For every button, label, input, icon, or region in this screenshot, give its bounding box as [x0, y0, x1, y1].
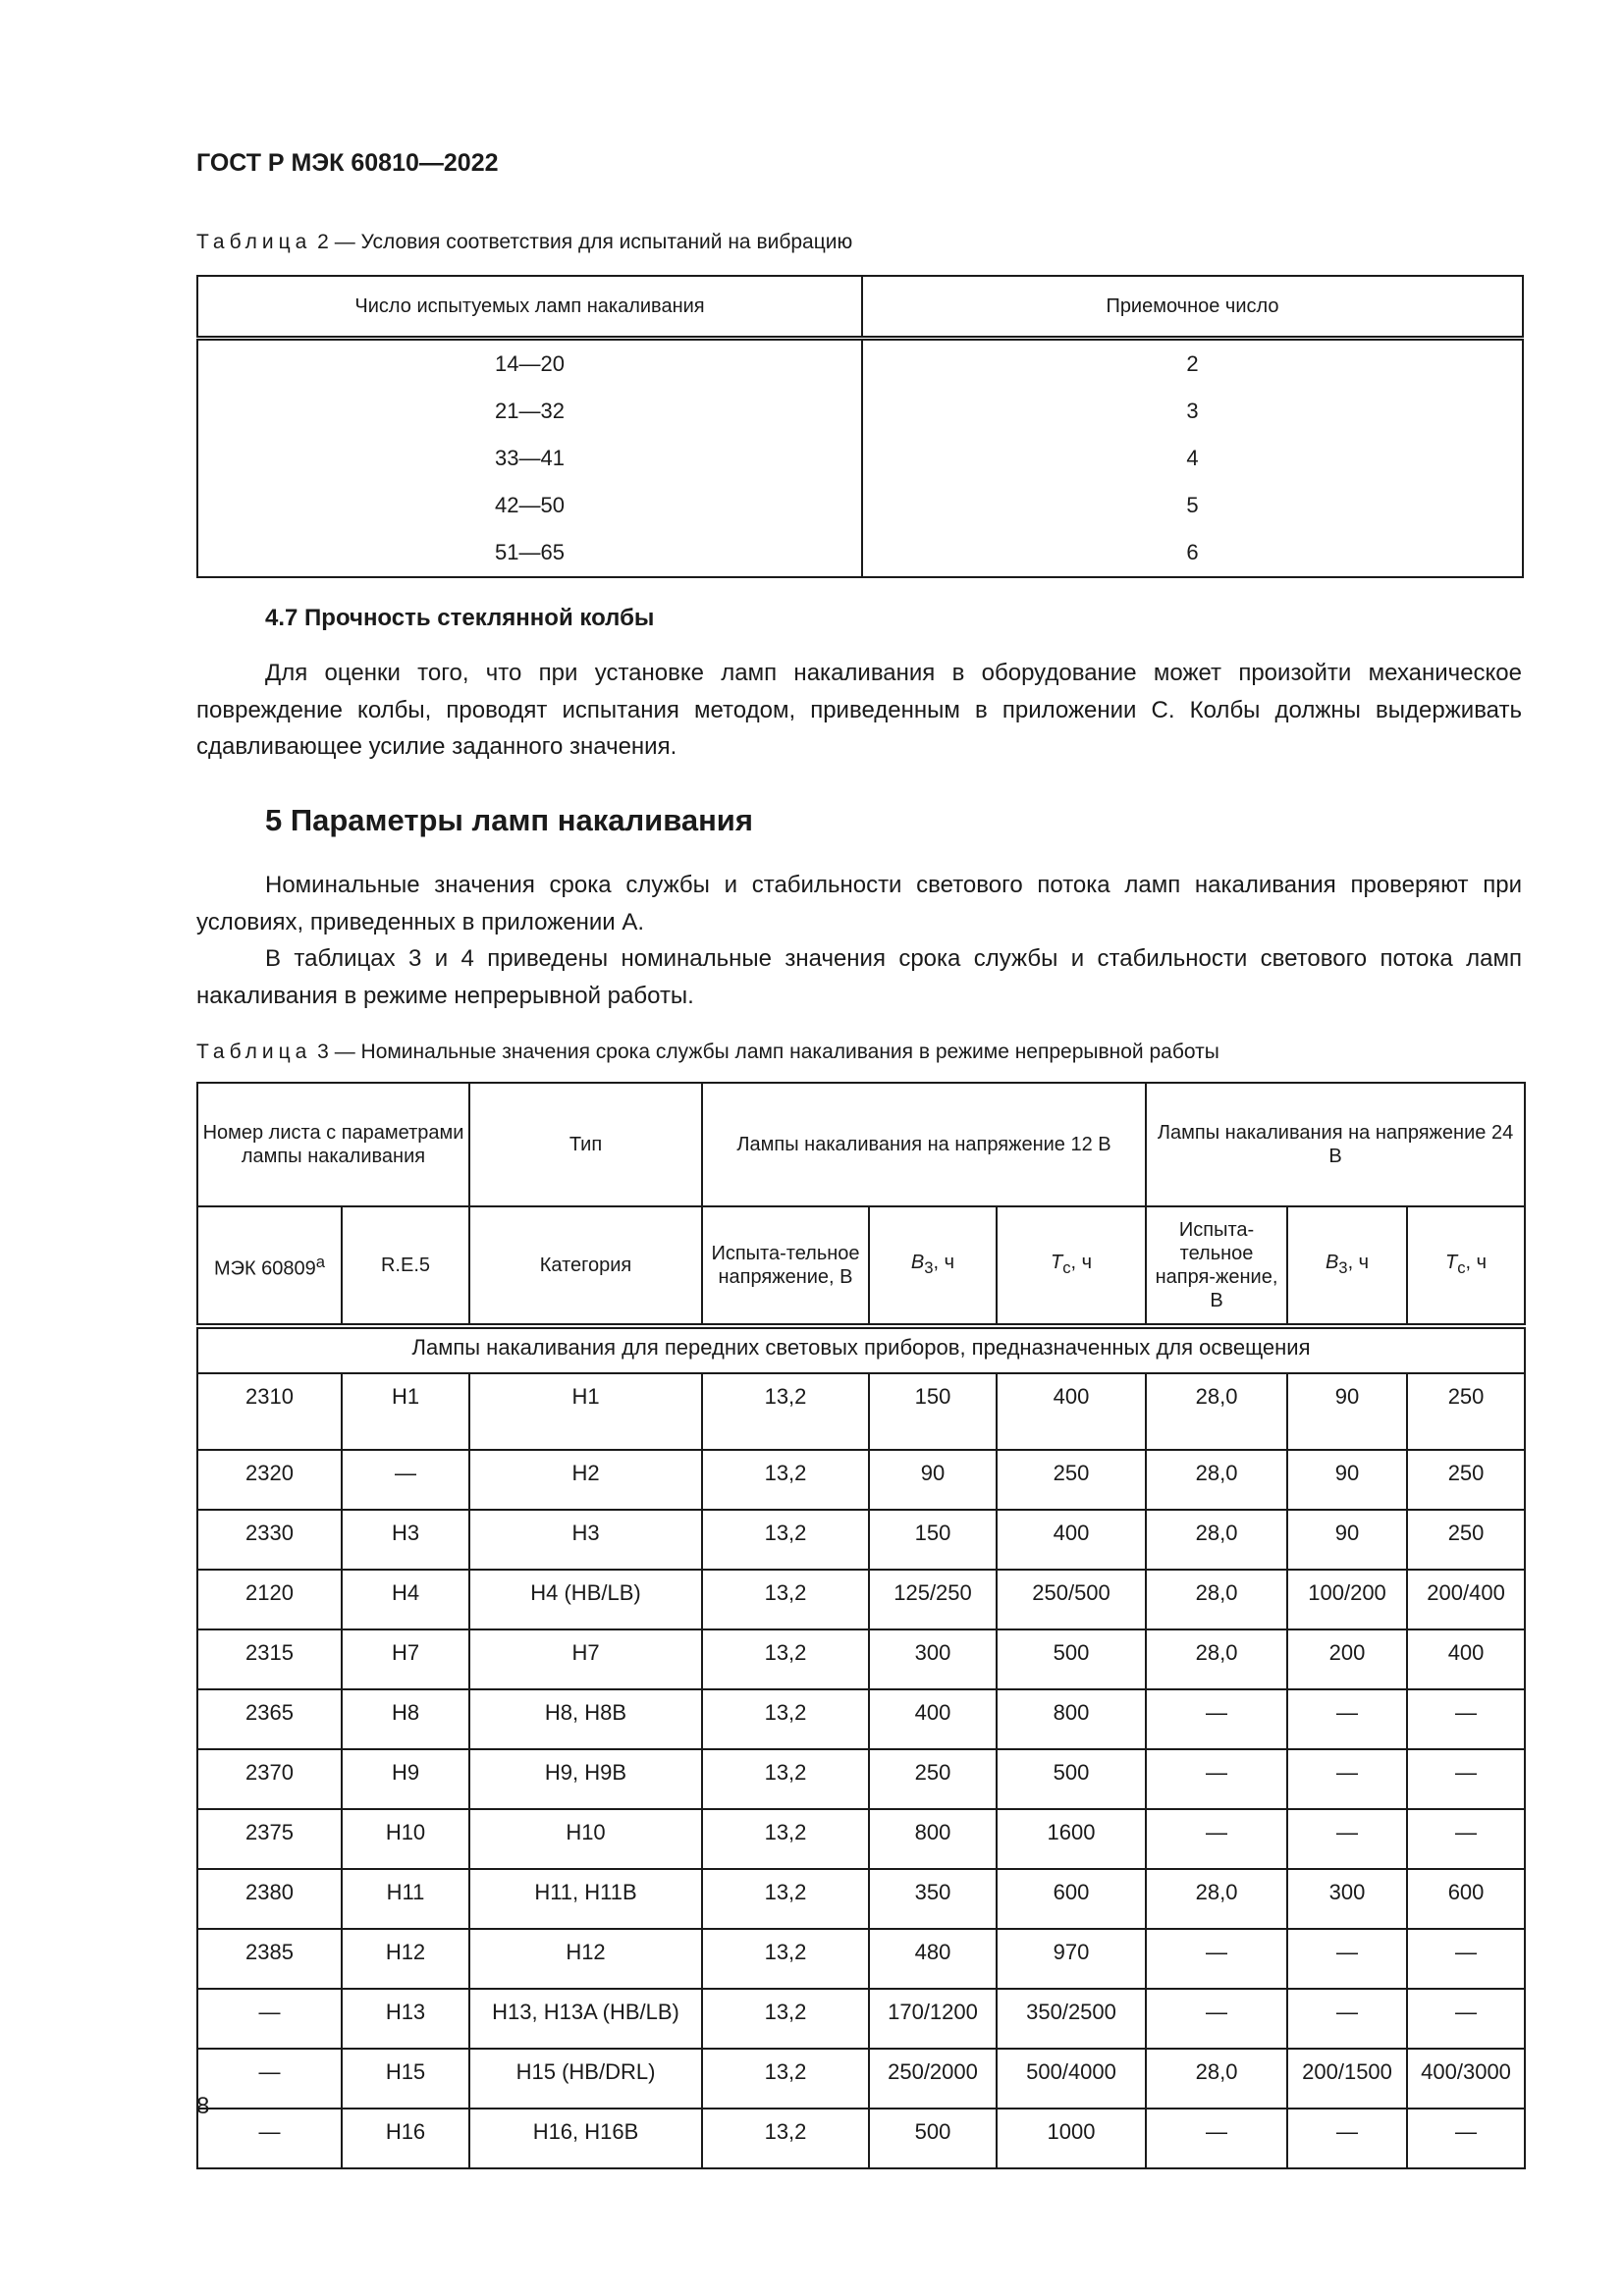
table-cell: 2370	[197, 1749, 342, 1809]
table-cell: H11	[342, 1869, 469, 1929]
table-cell: 13,2	[702, 2049, 869, 2109]
tc-sub: c	[1457, 1258, 1466, 1277]
table-cell: —	[1287, 1989, 1407, 2049]
table-cell: 600	[1407, 1869, 1525, 1929]
table-cell: 2310	[197, 1373, 342, 1450]
table-row	[197, 1989, 1525, 2049]
table-cell: 800	[869, 1809, 997, 1869]
table-cell: 100/200	[1287, 1570, 1407, 1629]
table-row	[197, 482, 1523, 529]
table-cell: H1	[469, 1373, 702, 1450]
table-cell: 500	[997, 1749, 1146, 1809]
table-row	[197, 1749, 1525, 1809]
table-cell: —	[1287, 1689, 1407, 1749]
table-cell: —	[1407, 1749, 1525, 1809]
table-cell: 28,0	[1146, 1570, 1287, 1629]
caption-word: Таблица	[196, 231, 312, 253]
table-row	[197, 529, 1523, 577]
table-cell: 480	[869, 1929, 997, 1989]
table-cell: H12	[469, 1929, 702, 1989]
table-row	[197, 1629, 1525, 1689]
section-4-7-heading: 4.7 Прочность стеклянной колбы	[265, 605, 655, 631]
unit: , ч	[933, 1252, 955, 1273]
table-cell: —	[1407, 1689, 1525, 1749]
caption-text: 3 — Номинальные значения срока службы ламп накаливания в режиме непрерывной работы	[311, 1041, 1219, 1063]
table-cell: 970	[997, 1929, 1146, 1989]
footnote-marker: a	[315, 1252, 326, 1271]
b3-sub: 3	[1338, 1258, 1348, 1277]
table-2	[196, 275, 1524, 578]
table-cell: 90	[869, 1450, 997, 1510]
table-cell: —	[1146, 2109, 1287, 2168]
table-cell: —	[1146, 1749, 1287, 1809]
table-cell: —	[1287, 1749, 1407, 1809]
table-cell: 2315	[197, 1629, 342, 1689]
page-number: 8	[196, 2093, 210, 2119]
table3-caption	[196, 1041, 1219, 1064]
table-row	[197, 1689, 1525, 1749]
table-cell: 400/3000	[1407, 2049, 1525, 2109]
table-row	[197, 1450, 1525, 1510]
table-cell: H10	[469, 1809, 702, 1869]
table-cell: H15	[342, 2049, 469, 2109]
header-b3-12	[869, 1206, 997, 1326]
column-header: Число испытуемых ламп накаливания	[197, 276, 862, 339]
table-cell: 300	[869, 1629, 997, 1689]
b3-symbol: B	[910, 1252, 925, 1273]
column-header: Приемочное число	[862, 276, 1523, 339]
unit: , ч	[1070, 1252, 1093, 1273]
table-header-row-2	[197, 1206, 1525, 1326]
table-cell: 2	[862, 339, 1523, 389]
table-cell: 250	[869, 1749, 997, 1809]
unit: , ч	[1347, 1252, 1370, 1273]
table-cell: H11, H11B	[469, 1869, 702, 1929]
table-cell: 250	[997, 1450, 1146, 1510]
table-cell: 2120	[197, 1570, 342, 1629]
table-cell: 500	[869, 2109, 997, 2168]
table-cell: H4 (HB/LB)	[469, 1570, 702, 1629]
table-cell: 13,2	[702, 2109, 869, 2168]
table-cell: 14—20	[197, 339, 862, 389]
table-cell: 200	[1287, 1629, 1407, 1689]
section-4-7-text	[196, 655, 1522, 766]
table-cell: 13,2	[702, 1689, 869, 1749]
table-cell: 28,0	[1146, 1869, 1287, 1929]
table-cell: —	[1407, 2109, 1525, 2168]
category-label: Лампы накаливания для передних световых приборов, предназначенных для освещения	[197, 1326, 1525, 1373]
table-row	[197, 1570, 1525, 1629]
table-cell: —	[1146, 1989, 1287, 2049]
header-24v: Лампы накаливания на напряжение 24 В	[1146, 1083, 1525, 1206]
table-cell: —	[1407, 1809, 1525, 1869]
paragraph: Для оценки того, что при установке ламп накаливания в оборудование может произойти механическое повреждение колбы, проводят испытания методом, приведенным в приложении С. Колбы должны выдерживать сдавливающее усилие заданного значения.	[196, 660, 1522, 760]
header-category: Категория	[469, 1206, 702, 1326]
paragraph: В таблицах 3 и 4 приведены номинальные значения срока службы и стабильности светового потока ламп накаливания в режиме непрерывной работы.	[196, 945, 1522, 1009]
table-cell: H3	[342, 1510, 469, 1570]
table-cell: 250/500	[997, 1570, 1146, 1629]
table-cell: 400	[997, 1510, 1146, 1570]
table-cell: H13	[342, 1989, 469, 2049]
table-cell: 500/4000	[997, 2049, 1146, 2109]
table-cell: 13,2	[702, 1929, 869, 1989]
table-cell: —	[1287, 1929, 1407, 1989]
header-test-voltage-12: Испыта-тельное напряжение, В	[702, 1206, 869, 1326]
header-re5: R.E.5	[342, 1206, 469, 1326]
table-cell: H13, H13A (HB/LB)	[469, 1989, 702, 2049]
table-cell: —	[1407, 1989, 1525, 2049]
section-5-text	[196, 867, 1522, 1014]
table-cell: 800	[997, 1689, 1146, 1749]
table-cell: H8	[342, 1689, 469, 1749]
table-cell: 4	[862, 435, 1523, 482]
table-cell: H8, H8B	[469, 1689, 702, 1749]
tc-symbol: T	[1445, 1252, 1458, 1273]
table-cell: 2380	[197, 1869, 342, 1929]
table-cell: 150	[869, 1373, 997, 1450]
table-cell: 13,2	[702, 1749, 869, 1809]
table-cell: 5	[862, 482, 1523, 529]
table-cell: 13,2	[702, 1629, 869, 1689]
table-cell: 2320	[197, 1450, 342, 1510]
table-cell: H7	[342, 1629, 469, 1689]
table-cell: H2	[469, 1450, 702, 1510]
table-row	[197, 2049, 1525, 2109]
table-cell: 90	[1287, 1450, 1407, 1510]
table-cell: 300	[1287, 1869, 1407, 1929]
header-12v: Лампы накаливания на напряжение 12 В	[702, 1083, 1146, 1206]
table-cell: 350	[869, 1869, 997, 1929]
category-row	[197, 1326, 1525, 1373]
table-cell: H4	[342, 1570, 469, 1629]
table-cell: —	[1287, 2109, 1407, 2168]
table-cell: 250	[1407, 1450, 1525, 1510]
table-cell: 28,0	[1146, 1450, 1287, 1510]
table-row	[197, 1373, 1525, 1450]
table-cell: 13,2	[702, 1450, 869, 1510]
table-cell: 28,0	[1146, 1510, 1287, 1570]
table-cell: 250/2000	[869, 2049, 997, 2109]
table-cell: 400	[997, 1373, 1146, 1450]
table-cell: 150	[869, 1510, 997, 1570]
table-cell: —	[1407, 1929, 1525, 1989]
table-3	[196, 1082, 1526, 2169]
table-header-row	[197, 276, 1523, 339]
table-cell: 400	[1407, 1629, 1525, 1689]
table-cell: 13,2	[702, 1989, 869, 2049]
table-cell: 2330	[197, 1510, 342, 1570]
table-cell: 28,0	[1146, 1629, 1287, 1689]
table-cell: 2375	[197, 1809, 342, 1869]
table-cell: H3	[469, 1510, 702, 1570]
table-row	[197, 388, 1523, 435]
table-row	[197, 1869, 1525, 1929]
table-cell: 1600	[997, 1809, 1146, 1869]
table-cell: 21—32	[197, 388, 862, 435]
table-cell: 90	[1287, 1510, 1407, 1570]
table-cell: 90	[1287, 1373, 1407, 1450]
table-cell: 3	[862, 388, 1523, 435]
table-cell: 125/250	[869, 1570, 997, 1629]
table-cell: 13,2	[702, 1809, 869, 1869]
table-cell: 400	[869, 1689, 997, 1749]
caption-word: Таблица	[196, 1041, 312, 1063]
b3-sub: 3	[924, 1258, 934, 1277]
table-cell: H16	[342, 2109, 469, 2168]
table-cell: H1	[342, 1373, 469, 1450]
table-cell: 13,2	[702, 1869, 869, 1929]
table-cell: —	[342, 1450, 469, 1510]
table-row	[197, 1510, 1525, 1570]
table-cell: H10	[342, 1809, 469, 1869]
table-row	[197, 339, 1523, 389]
table-cell: 6	[862, 529, 1523, 577]
b3-symbol: B	[1325, 1252, 1339, 1273]
table-cell: 350/2500	[997, 1989, 1146, 2049]
header-tc-12	[997, 1206, 1146, 1326]
header-test-voltage-24: Испыта-тельное напря-жение, В	[1146, 1206, 1287, 1326]
table-cell: —	[1146, 1689, 1287, 1749]
table-cell: —	[1146, 1809, 1287, 1869]
table-cell: 13,2	[702, 1510, 869, 1570]
tc-sub: c	[1062, 1258, 1071, 1277]
table-cell: 200/400	[1407, 1570, 1525, 1629]
table-cell: —	[1287, 1809, 1407, 1869]
table2-caption	[196, 231, 852, 254]
table-cell: H7	[469, 1629, 702, 1689]
table-row	[197, 435, 1523, 482]
header-b3-24	[1287, 1206, 1407, 1326]
table-cell: 13,2	[702, 1570, 869, 1629]
table-row	[197, 1929, 1525, 1989]
header-iec-label: МЭК 60809	[213, 1257, 316, 1280]
table-cell: —	[197, 1989, 342, 2049]
table-cell: 28,0	[1146, 2049, 1287, 2109]
unit: , ч	[1465, 1252, 1488, 1273]
table-cell: 42—50	[197, 482, 862, 529]
document-header: ГОСТ Р МЭК 60810—2022	[196, 149, 499, 177]
caption-text: 2 — Условия соответствия для испытаний на вибрацию	[311, 231, 853, 253]
table-cell: —	[1146, 1929, 1287, 1989]
table-cell: —	[197, 2049, 342, 2109]
table-cell: 200/1500	[1287, 2049, 1407, 2109]
table-cell: H15 (HB/DRL)	[469, 2049, 702, 2109]
table-cell: 170/1200	[869, 1989, 997, 2049]
table-cell: 600	[997, 1869, 1146, 1929]
header-iec	[197, 1206, 342, 1326]
paragraph: Номинальные значения срока службы и стабильности светового потока ламп накаливания проверяют при условиях, приведенных в приложении А.	[196, 872, 1522, 935]
table-row	[197, 2109, 1525, 2168]
header-type: Тип	[469, 1083, 702, 1206]
table-cell: H16, H16B	[469, 2109, 702, 2168]
table-cell: 2385	[197, 1929, 342, 1989]
table-cell: 250	[1407, 1510, 1525, 1570]
table-cell: 33—41	[197, 435, 862, 482]
table-cell: —	[197, 2109, 342, 2168]
section-5-heading: 5 Параметры ламп накаливания	[265, 803, 753, 837]
table-cell: H9	[342, 1749, 469, 1809]
header-sheet-number: Номер листа с параметрами лампы накаливания	[197, 1083, 469, 1206]
table-header-row-1	[197, 1083, 1525, 1206]
table-cell: 500	[997, 1629, 1146, 1689]
table-cell: 28,0	[1146, 1373, 1287, 1450]
table-row	[197, 1809, 1525, 1869]
table-cell: 250	[1407, 1373, 1525, 1450]
table-cell: 1000	[997, 2109, 1146, 2168]
table-cell: 13,2	[702, 1373, 869, 1450]
header-tc-24	[1407, 1206, 1525, 1326]
table-cell: H12	[342, 1929, 469, 1989]
tc-symbol: T	[1050, 1252, 1063, 1273]
table-cell: H9, H9B	[469, 1749, 702, 1809]
table-cell: 51—65	[197, 529, 862, 577]
table-cell: 2365	[197, 1689, 342, 1749]
